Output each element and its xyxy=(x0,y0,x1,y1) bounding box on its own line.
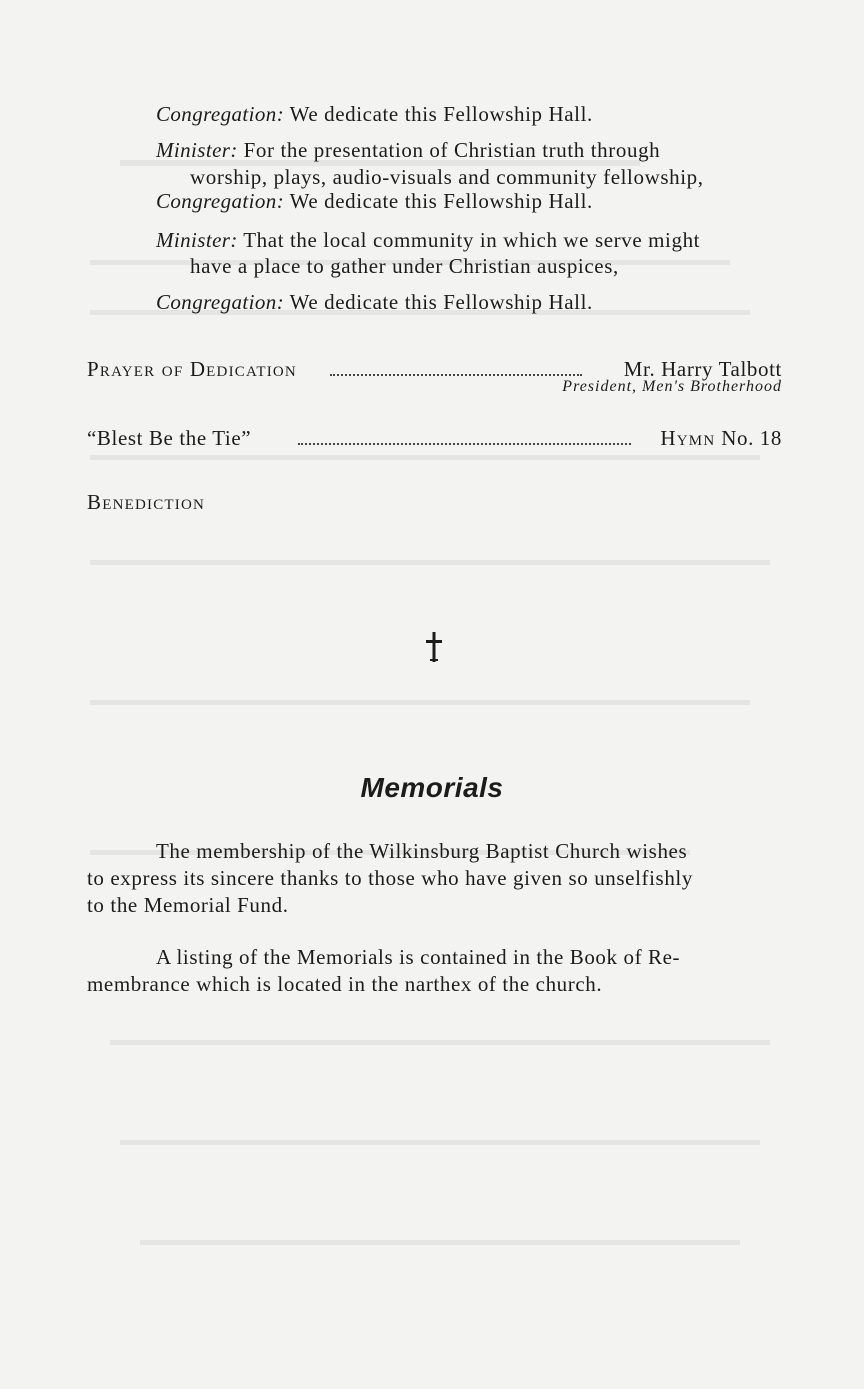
reading-continuation: worship, plays, audio-visuals and community fellowship, xyxy=(190,165,704,189)
memorials-paragraph-1-line: The membership of the Wilkinsburg Baptist Church wishes xyxy=(156,839,688,863)
leader-dots xyxy=(298,441,631,445)
speaker-congregation: Congregation: xyxy=(156,189,285,213)
memorials-paragraph-1-line: to express its sincere thanks to those who have given so unselfishly xyxy=(87,866,693,890)
reading-text: We dedicate this Fellowship Hall. xyxy=(289,189,593,213)
reading-line-4 xyxy=(156,227,700,253)
memorials-heading: Memorials xyxy=(360,772,504,803)
reading-line-5 xyxy=(156,289,593,315)
prayer-leader-name: Mr. Harry Talbott xyxy=(623,357,782,381)
leader-dots xyxy=(330,372,582,376)
memorials-paragraph-1-line: to the Memorial Fund. xyxy=(87,893,289,917)
benediction-label: Benediction xyxy=(87,490,206,514)
reading-text: We dedicate this Fellowship Hall. xyxy=(289,290,593,314)
reading-continuation: have a place to gather under Christian auspices, xyxy=(190,254,619,278)
prayer-leader-title: President, Men's Brotherhood xyxy=(562,378,782,395)
hymn-label: Hymn xyxy=(660,426,716,450)
cross-icon xyxy=(424,632,444,662)
memorials-paragraph-2-line: membrance which is located in the narthex of the church. xyxy=(87,972,603,996)
prayer-of-dedication-label: Prayer of Dedication xyxy=(87,357,297,381)
hymn-no: No. 18 xyxy=(721,426,782,450)
speaker-minister: Minister: xyxy=(156,228,238,252)
speaker-minister: Minister: xyxy=(156,138,238,162)
reading-text: We dedicate this Fellowship Hall. xyxy=(289,102,593,126)
memorials-paragraph-2-line: A listing of the Memorials is contained in the Book of Re- xyxy=(156,945,681,969)
reading-text: For the presentation of Christian truth through xyxy=(243,138,661,162)
reading-line-3 xyxy=(156,188,593,214)
reading-line-2 xyxy=(156,137,660,163)
hymn-number xyxy=(660,425,782,451)
speaker-congregation: Congregation: xyxy=(156,102,285,126)
hymn-title: “Blest Be the Tie” xyxy=(87,426,252,450)
speaker-congregation: Congregation: xyxy=(156,290,285,314)
reading-text: That the local community in which we serve might xyxy=(243,228,701,252)
reading-line-1 xyxy=(156,101,593,127)
